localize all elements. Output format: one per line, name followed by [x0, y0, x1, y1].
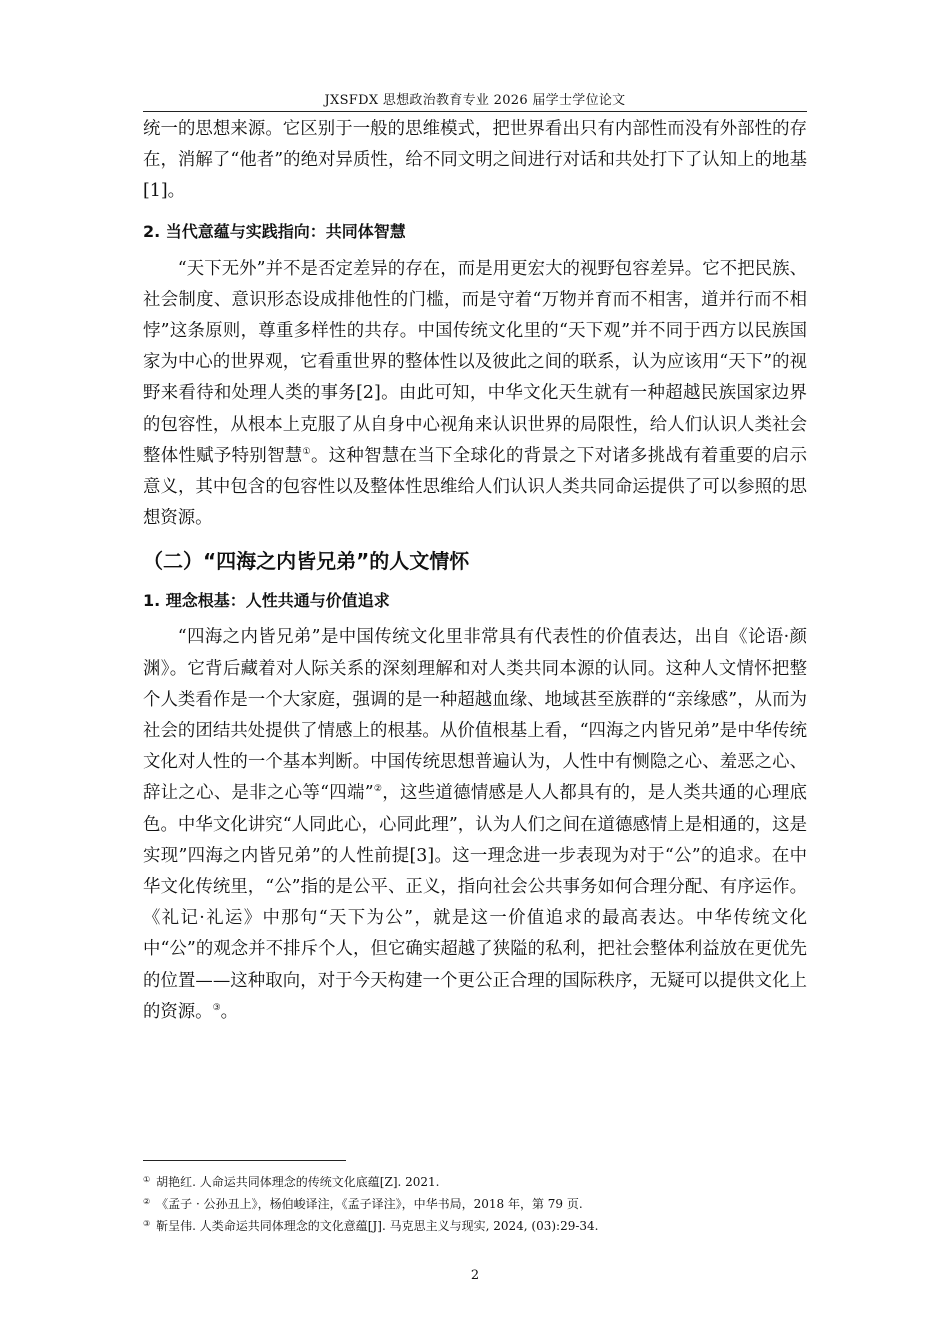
page-number: 2	[470, 1268, 480, 1283]
paragraph-text: “天下无外”并不是否定差异的存在，而是用更宏大的视野包容差异。它不把民族、社会制度、意识形态设成排他性的门槛，而是守着“万物并育而不相害，道并行而不相悖”这条原则，尊重多样性的共存。中国传统文化里的“天下观”并不同于西方以民族国家为中心的世界观，它看重世界的整体性以及彼此之间的联系，认为应该用“天下”的视野来看待和处理人类的事务[2]。由此可知，中华文化天生就有一种超越民族国家边界的包容性，从根本上克服了从自身中心视角来认识世界的局限性，给人们认识人类社会整体性赋予特别智慧	[143, 258, 807, 466]
footnote-text: 胡艳红. 人命运共同体理念的传统文化底蕴[Z]. 2021.	[156, 1175, 440, 1189]
paragraph-text: 。	[220, 1001, 239, 1022]
section-heading: （二）“四海之内皆兄弟”的人文情怀	[143, 549, 470, 574]
paragraph-text: “四海之内皆兄弟”是中国传统文化里非常具有代表性的价值表达，出自《论语·颜渊》。它背后藏着对人际关系的深刻理解和对人类共同本源的认同。这种人文情怀把整个人类看作是一个大家庭，强调的是一种超越血缘、地域甚至族群的“亲缘感”，从而为社会的团结共处提供了情感上的根基。从价值根基上看，“四海之内皆兄弟”是中华传统文化对人性的一个基本判断。中国传统思想普遍认为，人性中有恻隐之心、羞恶之心、辞让之心、是非之心等“四端”	[143, 627, 807, 804]
paragraph-continued	[143, 114, 807, 208]
paragraph-text: ，这些道德情感是人人都具有的，是人类共通的心理底色。中华文化讲究“人同此心，心同此理”，认为人们之间在道德感情上是相通的，这是实现”四海之内皆兄弟”的人性前提[3]。这一理念进一步表现为对于“公”的追求。在中华文化传统里，“公”指的是公平、正义，指向社会公共事务如何合理分配、有序运作。《礼记·礼运》中那句“天下为公”，就是这一价值追求的最高表达。中华传统文化中“公”的观念并不排斥个人，但它确实超越了狭隘的私利，把社会整体利益放在更优先的位置——这种取向，对于今天构建一个更公正合理的国际秩序，无疑可以提供文化上的资源。	[143, 783, 807, 1022]
footnote-marker: ①	[143, 1175, 151, 1184]
footnote-ref-1[interactable]: ①	[302, 446, 311, 457]
subsection-heading-2: 2. 当代意蕴与实践指向：共同体智慧	[143, 221, 406, 241]
paragraph-sihai	[143, 622, 807, 1028]
footnote-text: 靳呈伟. 人类命运共同体理念的文化意蕴[J]. 马克思主义与现实, 2024, (03):29-34.	[156, 1219, 599, 1233]
footnote-text: 《孟子 · 公孙丑上》，杨伯峻译注，《孟子译注》，中华书局，2018 年，第 79 页.	[156, 1197, 583, 1211]
footnote-marker: ③	[143, 1219, 151, 1228]
footnote-2	[143, 1192, 807, 1214]
header-rule	[143, 111, 807, 112]
body-content	[143, 114, 807, 1028]
running-header: JXSFDX 思想政治教育专业 2026 届学士学位论文	[324, 93, 626, 108]
footnote-ref-2[interactable]: ②	[373, 784, 383, 795]
paragraph-text: 统一的思想来源。它区别于一般的思维模式，把世界看出只有内部性而没有外部性的存在，消解了“他者”的绝对异质性，给不同文明之间进行对话和共处打下了认知上的地基[1]。	[143, 119, 807, 202]
paragraph-text: 。这种智慧在当下全球化的背景之下对诸多挑战有着重要的启示意义，其中包含的包容性以及整体性思维给人们认识人类共同命运提供了可以参照的思想资源。	[143, 445, 807, 529]
footnote-1	[143, 1170, 807, 1192]
footnote-ref-3[interactable]: ③	[212, 1002, 221, 1013]
subsection-heading-1: 1. 理念根基：人性共通与价值追求	[143, 591, 390, 611]
footnote-3	[143, 1214, 807, 1236]
footnote-separator	[143, 1160, 346, 1161]
footnotes	[143, 1170, 807, 1236]
footnote-marker: ②	[143, 1197, 151, 1206]
paragraph-tianxia	[143, 254, 807, 535]
